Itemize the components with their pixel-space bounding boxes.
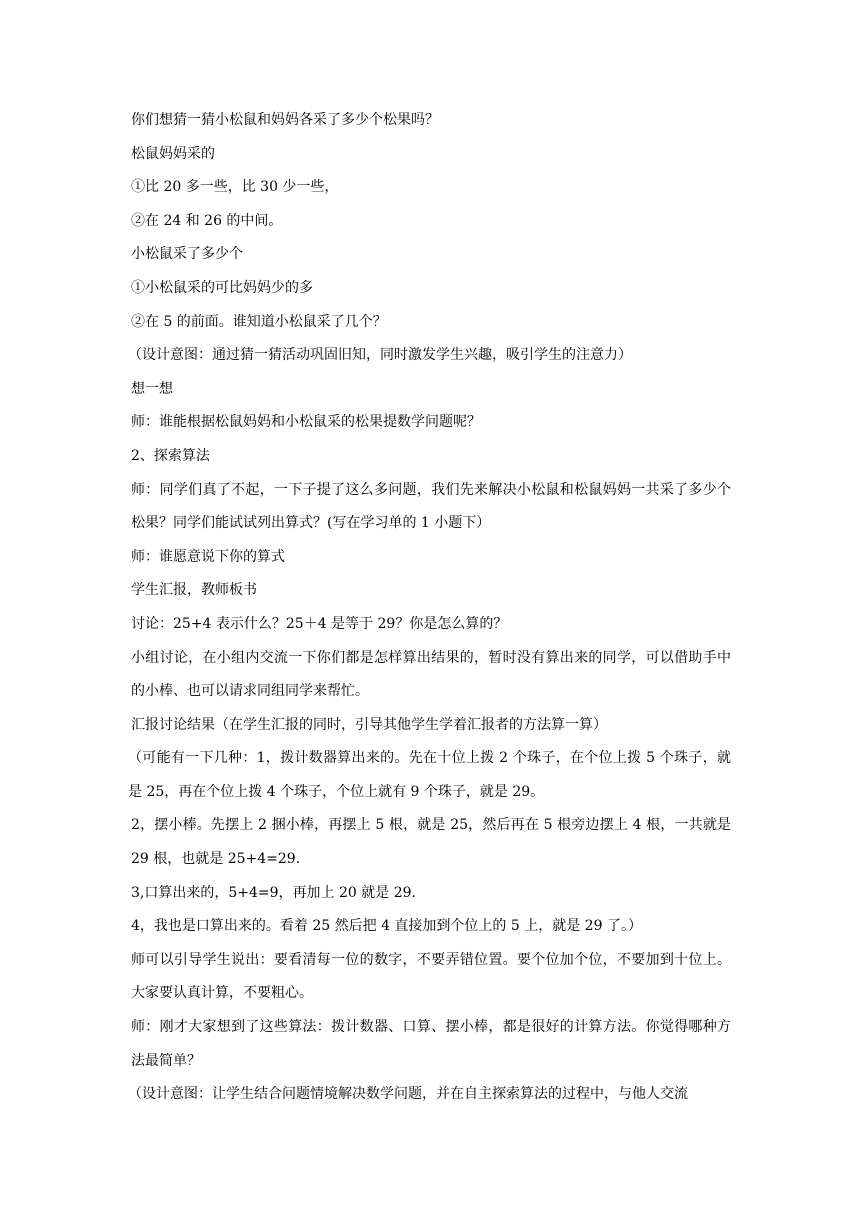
paragraph-guess-question: 你们想猜一猜小松鼠和妈妈各采了多少个松果吗？: [131, 112, 439, 128]
paragraph-method-2: 2，摆小棒。先摆上 2 捆小棒，再摆上 5 根，就是 25，然后再在 5 根旁边摆上 4 根，一共就是 29 根，也就是 25+4=29.: [131, 817, 731, 868]
paragraph-design-intent-1: （设计意图：通过猜一猜活动巩固旧知，同时激发学生兴趣，吸引学生的注意力）: [128, 347, 632, 364]
paragraph-discussion: 讨论：25+4 表示什么？25＋4 是等于 29？你是怎么算的？: [131, 615, 508, 632]
paragraph-mother-heading: 松鼠妈妈采的: [131, 145, 215, 162]
paragraph-method-1: （可能有一下几种：1，拨计数器算出来的。先在十位上拨 2 个珠子，在个位上拨 5 个珠子，就是 25，再在个位上拨 4 个珠子，个位上就有 9 个珠子，就是 29。: [128, 750, 731, 800]
paragraph-little-clue-2: ②在 5 的前面。谁知道小松鼠采了几个？: [131, 313, 387, 330]
document-body: [128, 104, 731, 1112]
paragraph-student-report: 学生汇报，教师板书: [131, 582, 257, 599]
paragraph-teacher-summary: 师：刚才大家想到了这些算法：拨计数器、口算、摆小棒，都是很好的计算方法。你觉得哪种方法最简单？: [131, 1019, 731, 1069]
paragraph-group-discussion: 小组讨论，在小组内交流一下你们都是怎样算出结果的，暂时没有算出来的同学，可以借助手中的小棒、也可以请求同组同学来帮忙。: [131, 649, 731, 700]
paragraph-method-4: 4，我也是口算出来的。看着 25 然后把 4 直接加到个位上的 5 上，就是 29 了。）: [131, 918, 642, 935]
paragraph-little-heading: 小松鼠采了多少个: [131, 246, 243, 263]
paragraph-method-3: 3,口算出来的，5+4=9，再加上 20 就是 29.: [131, 884, 416, 901]
paragraph-design-intent-2: （设计意图：让学生结合问题情境解决数学问题，并在自主探索算法的过程中，与他人交流: [128, 1086, 688, 1103]
paragraph-teacher-question: 师：谁能根据松鼠妈妈和小松鼠采的松果提数学问题呢？: [131, 414, 481, 431]
paragraph-teacher-guide: 师可以引导学生说出：要看清每一位的数字，不要弄错位置。要个位加个位，不要加到十位上。大家要认真计算，不要粗心。: [131, 951, 731, 1002]
paragraph-think: 想一想: [131, 380, 173, 397]
section-heading-explore: 2、探索算法: [131, 447, 210, 464]
paragraph-little-clue-1: ①小松鼠采的可比妈妈少的多: [131, 279, 313, 296]
paragraph-report-results: 汇报讨论结果（在学生汇报的同时，引导其他学生学着汇报者的方法算一算）: [131, 716, 607, 733]
paragraph-teacher-praise: 师：同学们真了不起，一下子提了这么多问题，我们先来解决小松鼠和松鼠妈妈一共采了多少个松果？同学们能试试列出算式？(写在学习单的 1 小题下）: [131, 481, 731, 532]
paragraph-teacher-ask-formula: 师：谁愿意说下你的算式: [131, 548, 285, 565]
paragraph-mother-clue-1: ①比 20 多一些，比 30 少一些，: [131, 179, 339, 196]
paragraph-mother-clue-2: ②在 24 和 26 的中间。: [131, 212, 283, 229]
